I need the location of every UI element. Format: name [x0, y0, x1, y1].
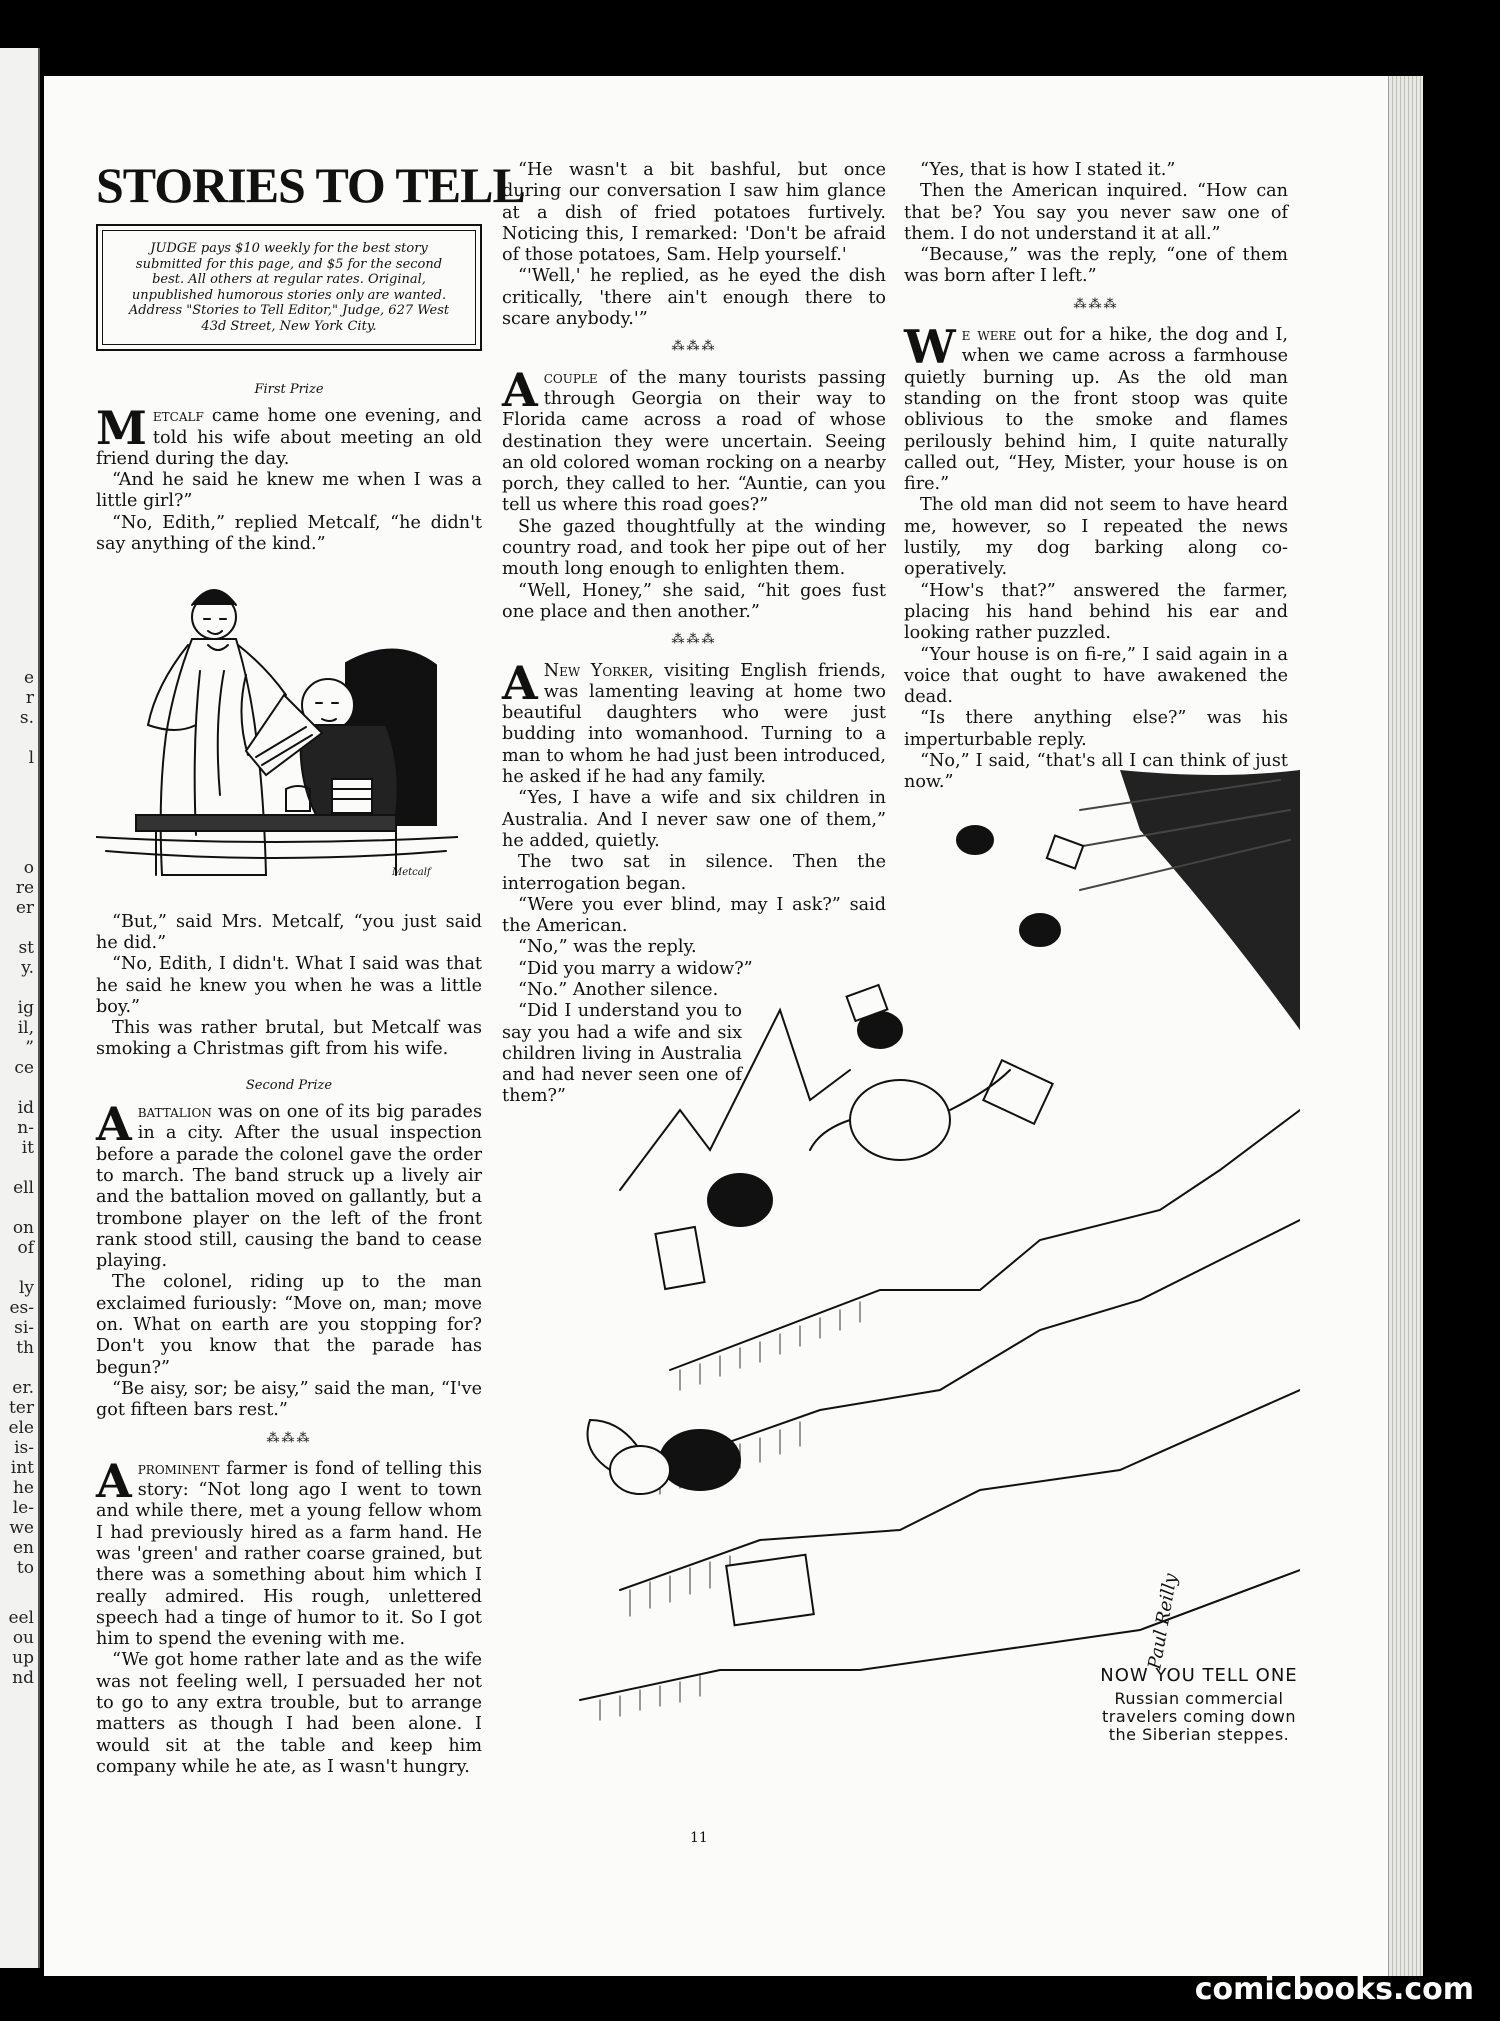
caption-text: Russian commercial travelers coming down the Siberian steppes. [1102, 1689, 1296, 1744]
caption-title: NOW YOU TELL ONE [1100, 1665, 1298, 1686]
drop-cap: M [96, 401, 147, 456]
story-5-para: Then the American inquired. “How can that be? You say you never saw one of them. I do not understand it at all.” [904, 181, 1288, 244]
story-5-para: “Did I understand you to say you had a wife and six children living in Australia and had never seen one of them?” [502, 1001, 742, 1107]
prev-page-fragment: o [23, 858, 34, 878]
small-caps-lead: etcalf [152, 406, 204, 427]
contest-notice-text: JUDGE pays $10 weekly for the best story submitted for this page, and $5 for the second best. All others at regular rates. Original, unpublished humorous stories only are wanted. Address "Stories to Tell Editor," Judge, 627 West 43d Street, New York City. [102, 230, 476, 345]
prev-page-fragment: ly [18, 1278, 34, 1298]
prev-page-fragment: int [10, 1458, 34, 1478]
prev-page-fragment: e [23, 668, 34, 688]
story-6-para: “Is there anything else?” was his imperturbable reply. [904, 708, 1288, 750]
prev-page-fragment: nd [12, 1668, 34, 1688]
prev-page-fragment: er [15, 898, 34, 918]
drop-cap: A [502, 362, 538, 417]
story-5-para: “No,” was the reply. [518, 937, 697, 958]
metcalf-couple-illustration [96, 575, 458, 887]
prev-page-fragment: s. [19, 708, 34, 728]
prev-page-fragment: y. [21, 958, 34, 978]
story-6-para: “How's that?” answered the farmer, placing his hand behind his ear and looking rather puzzled. [904, 580, 1288, 644]
prev-page-fragment: ” [25, 1038, 34, 1058]
prev-page-fragment: le- [12, 1498, 34, 1518]
drop-cap: A [502, 655, 538, 710]
small-caps-lead: e were [961, 325, 1017, 346]
story-text: came home one evening, and told his wife about meeting an old friend during the day. [96, 406, 482, 469]
prev-page-fragment: ou [12, 1628, 34, 1648]
story-text: farmer is fond of telling this story: “Not long ago I went to town and while there, met a young fellow whom I had previously hired as a farm hand. He was 'green' and rather coarse grained, but there was a something about him which I really admired. His rough, unlettered speech had a tinge of humor to it. So I got him to spend the evening with me. [96, 1458, 482, 1650]
story-1-para: “No, Edith, I didn't. What I said was that he said he knew you when he was a little boy.” [96, 954, 482, 1017]
story-5-para: “Did you marry a widow?” [518, 958, 753, 979]
prev-page-fragment: r [25, 688, 34, 708]
second-prize-label: Second Prize [245, 1077, 333, 1093]
first-prize-label: First Prize [254, 382, 324, 397]
svg-text:Paul Reilly: Paul Reilly [1144, 1571, 1182, 1671]
page-number: 11 [690, 1830, 708, 1846]
prev-page-fragment: st [18, 938, 34, 958]
story-text: was on one of its big parades in a city. After the usual inspection before a parade the colonel gave the order to march. The band struck up a lively air and the battalion moved on gallantly, but a trombone player on the left of the front rank stood still, causing the band to cease playing. [96, 1102, 482, 1272]
prev-page-fragment: l [28, 748, 34, 768]
story-4-para: She gazed thoughtfully at the winding country road, and took her pipe out of her mouth long enough to enlighten them. [502, 516, 886, 580]
small-caps-lead: prominent [137, 1458, 220, 1479]
story-2-para [96, 1097, 482, 1272]
story-separator: ⁂⁂⁂ [671, 339, 717, 355]
column-1 [96, 157, 525, 1778]
story-1-para: “But,” said Mrs. Metcalf, “you just said he did.” [96, 911, 482, 953]
story-3-para: “We got home rather late and as the wife was not feeling well, I persuaded her not to go to any extra trouble, but to arrange matters as though I had been alone. I would sit at the table and keep him company while he ate, as I wasn't hungry. [96, 1650, 482, 1777]
story-5-para: The two sat in silence. Then the interrogation began. [502, 852, 886, 894]
previous-page-edge [0, 48, 40, 1968]
prev-page-fragment: n- [17, 1118, 34, 1138]
prev-page-fragment: we [9, 1518, 34, 1538]
story-separator: ⁂⁂⁂ [1073, 296, 1119, 312]
prev-page-fragment: to [16, 1558, 34, 1578]
prev-page-fragment: up [12, 1648, 34, 1668]
story-6-para: “No,” I said, “that's all I can think of just now.” [904, 751, 1288, 793]
prev-page-fragment: is- [14, 1438, 34, 1458]
prev-page-fragment: it [21, 1138, 34, 1158]
story-3-para [96, 1453, 482, 1651]
prev-page-fragment: ell [13, 1178, 34, 1198]
story-1-para: “And he said he knew me when I was a little girl?” [96, 470, 482, 512]
story-2-para: The colonel, riding up to the man exclaimed furiously: “Move on, man; move on. What on earth are you stopping for? Don't you know that the parade has begun?” [96, 1272, 482, 1378]
prev-page-fragment: ce [14, 1058, 34, 1078]
prev-page-fragment: er. [12, 1378, 34, 1398]
contest-notice-box [96, 224, 482, 351]
story-text: of the many tourists passing through Georgia on their way to Florida came across a road of whose destination they were uncertain. Seeing an old colored woman rocking on a nearby porch, they called to her. “Auntie, can you tell us where this road goes?” [502, 367, 886, 516]
prev-page-fragment: of [17, 1238, 34, 1258]
story-separator: ⁂⁂⁂ [671, 632, 717, 648]
story-1-para: This was rather brutal, but Metcalf was smoking a Christmas gift from his wife. [96, 1018, 482, 1060]
story-1-para: “No, Edith,” replied Metcalf, “he didn't say anything of the kind.” [96, 512, 482, 555]
prev-page-fragment: ele [8, 1418, 34, 1438]
story-1-para [96, 401, 482, 470]
story-4-para: “Well, Honey,” she said, “hit goes fust one place and then another.” [502, 580, 886, 622]
story-separator: ⁂⁂⁂ [266, 1430, 312, 1446]
drop-cap: W [904, 320, 956, 375]
small-caps-lead: couple [543, 367, 598, 388]
site-watermark: comicbooks.com [1194, 1972, 1474, 2007]
prev-page-fragment: en [12, 1538, 34, 1558]
story-text: , visiting English friends, was lamenting leaving at home two beautiful daughters who were just budding into womanhood. Turning to a man to whom he had just been introduced, he asked if he had any family. [502, 660, 886, 788]
prev-page-fragment: on [12, 1218, 34, 1238]
story-6-para [904, 320, 1288, 495]
drop-cap: A [96, 1453, 132, 1508]
story-4-para [502, 362, 886, 517]
story-5-para: “Because,” was the reply, “one of them was born after I left.” [904, 245, 1288, 287]
story-5-para: “Were you ever blind, may I ask?” said the American. [502, 894, 886, 937]
story-6-para: “Your house is on fi-re,” I said again in a voice that ought to have awakened the dead. [904, 644, 1288, 708]
prev-page-fragment: il, [17, 1018, 34, 1038]
prev-page-fragment: re [15, 878, 34, 898]
svg-text:Metcalf: Metcalf [392, 867, 431, 879]
prev-page-fragment: he [12, 1478, 34, 1498]
prev-page-fragment: th [16, 1338, 34, 1358]
story-5-para: “Yes, that is how I stated it.” [920, 160, 1176, 180]
siberian-steppes-cartoon [520, 770, 1300, 1730]
prev-page-fragment: id [17, 1098, 34, 1118]
cartoon-caption [1088, 1666, 1310, 1744]
page-title: STORIES TO TELL [96, 157, 525, 213]
story-text: out for a hike, the dog and I, when we came across a farmhouse quietly burning up. As the old man standing on the front stoop was quite oblivious to the smoke and flames perilously behind him, I quite naturally called out, “Hey, Mister, your house is on fire.” [904, 325, 1288, 495]
prev-page-fragment: es- [9, 1298, 34, 1318]
story-3-para: “'Well,' he replied, as he eyed the dish critically, 'there ain't enough there to scare anybody.'” [502, 266, 886, 330]
story-5-para: “No.” Another silence. [518, 979, 719, 1000]
page-fore-edge [1388, 76, 1423, 1976]
small-caps-lead: battalion [137, 1102, 212, 1123]
story-2-para: “Be aisy, sor; be aisy,” said the man, “I've got fifteen bars rest.” [96, 1378, 482, 1421]
drop-cap: A [96, 1097, 132, 1152]
story-3-para: “He wasn't a bit bashful, but once during our conversation I saw him glance at a dish of fried potatoes furtively. Noticing this, I remarked: 'Don't be afraid of those potatoes, Sam. Help yourself.' [502, 160, 886, 266]
small-caps-lead: New Yorker [543, 660, 648, 681]
story-6-para: The old man did not seem to have heard me, however, so I repeated the news lustily, my dog barking along co-operatively. [904, 495, 1288, 580]
prev-page-fragment: ig [17, 998, 34, 1018]
story-5-para: “Yes, I have a wife and six children in Australia. And I never saw one of them,” he added, quietly. [502, 788, 886, 851]
prev-page-fragment: eel [8, 1608, 34, 1628]
column-3 [904, 160, 1288, 794]
prev-page-fragment: ter [8, 1398, 34, 1418]
prev-page-fragment: si- [14, 1318, 34, 1338]
